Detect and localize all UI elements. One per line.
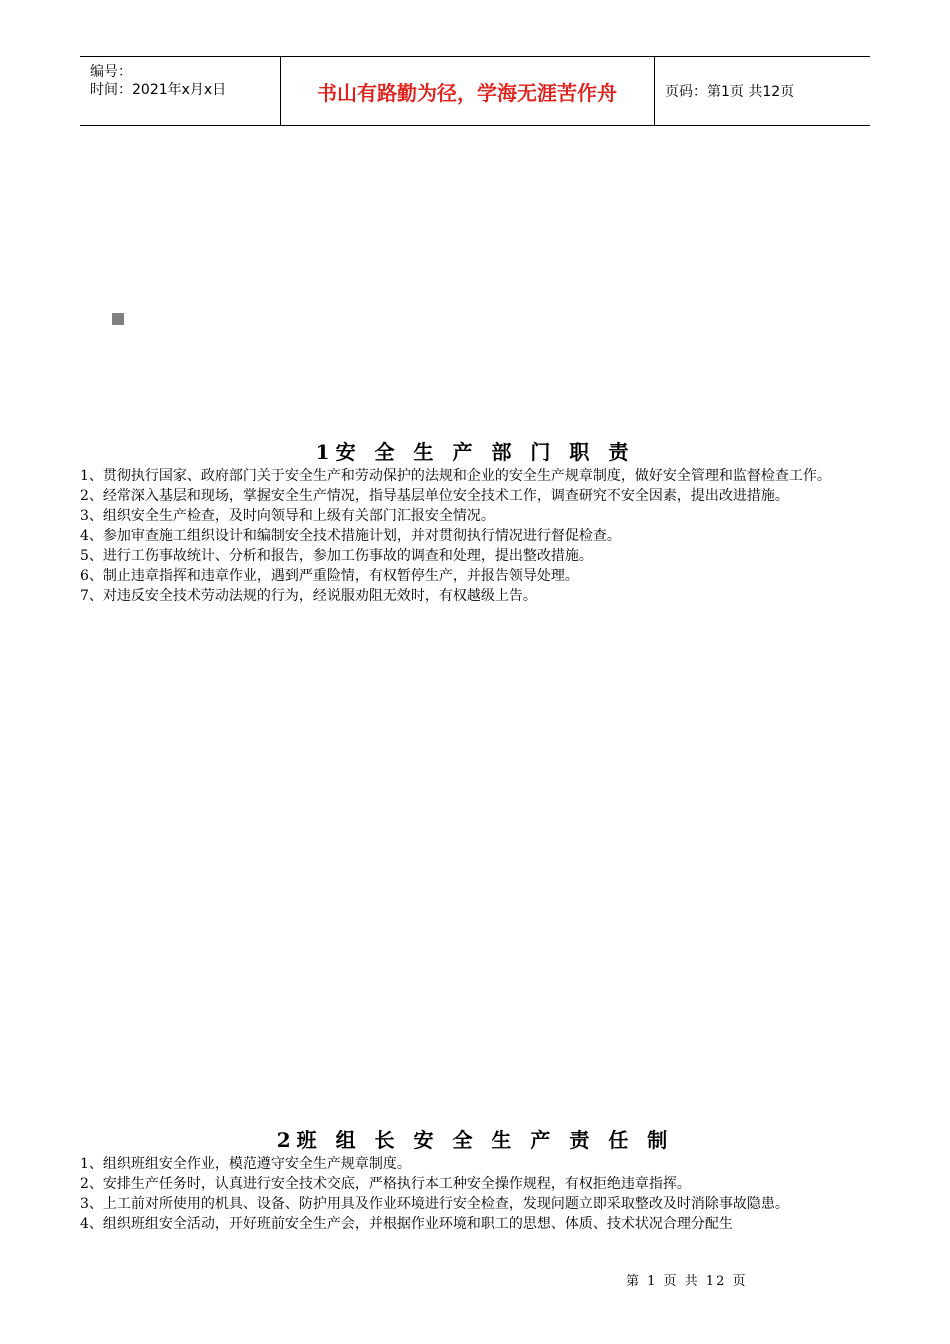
list-item: 5、进行工伤事故统计、分析和报告，参加工伤事故的调查和处理，提出整改措施。 <box>80 548 593 564</box>
list-item: 4、参加审查施工组织设计和编制安全技术措施计划，并对贯彻执行情况进行督促检查。 <box>80 528 621 544</box>
list-item: 2、安排生产任务时，认真进行安全技术交底，严格执行本工种安全操作规程，有权拒绝违章指挥。 <box>80 1176 691 1192</box>
duty-list <box>80 466 870 606</box>
duty-list <box>80 1154 870 1234</box>
list-item: 7、对违反安全技术劳动法规的行为，经说服劝阻无效时，有权越级上告。 <box>80 588 537 604</box>
section-title: 1安 全 生 产 部 门 职 责 <box>315 440 635 464</box>
list-item: 3、组织安全生产检查，及时向领导和上级有关部门汇报安全情况。 <box>80 508 495 524</box>
section-safety-department <box>80 438 870 606</box>
time-label: 时间：2021年x月x日 <box>90 82 227 98</box>
list-item: 3、上工前对所使用的机具、设备、防护用具及作业环境进行安全检查，发现问题立即采取整改及时消除事故隐患。 <box>80 1196 789 1212</box>
page-footer: 第 1 页 共 12 页 <box>626 1274 748 1289</box>
list-item: 2、经常深入基层和现场，掌握安全生产情况，指导基层单位安全技术工作，调查研究不安全因素，提出改进措施。 <box>80 488 789 504</box>
list-item: 4、组织班组安全活动，开好班前安全生产会，并根据作业环境和职工的思想、体质、技术状况合理分配生 <box>80 1216 733 1232</box>
number-label: 编号： <box>90 64 132 80</box>
list-item: 6、制止违章指挥和违章作业，遇到严重险情，有权暂停生产，并报告领导处理。 <box>80 568 579 584</box>
document-header <box>80 56 870 126</box>
square-bullet-icon <box>112 313 124 325</box>
page-info: 页码：第1页 共12页 <box>665 84 795 100</box>
section-title: 2班 组 长 安 全 生 产 责 任 制 <box>276 1128 674 1152</box>
motto: 书山有路勤为径，学海无涯苦作舟 <box>280 57 655 125</box>
header-meta <box>80 57 281 125</box>
section-team-leader <box>80 1126 870 1234</box>
list-item: 1、组织班组安全作业，模范遵守安全生产规章制度。 <box>80 1156 411 1172</box>
list-item: 1、贯彻执行国家、政府部门关于安全生产和劳动保护的法规和企业的安全生产规章制度，做好安全管理和监督检查工作。 <box>80 468 831 484</box>
